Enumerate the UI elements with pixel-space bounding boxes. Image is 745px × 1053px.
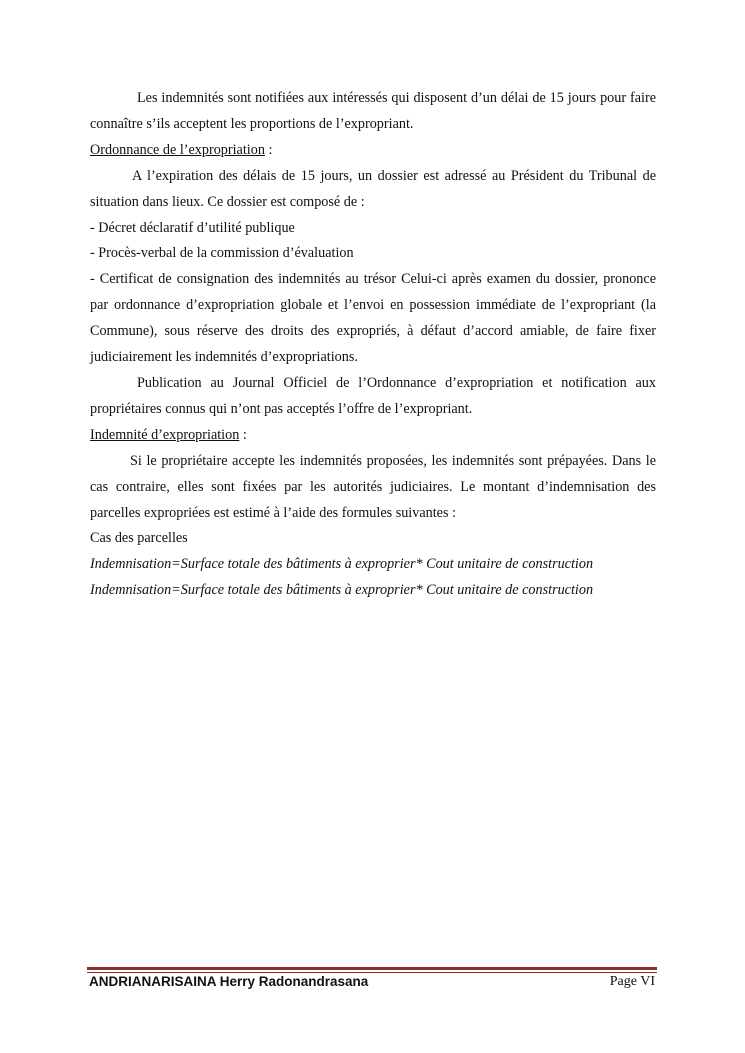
paragraph-dossier: A l’expiration des délais de 15 jours, un dossier est adressé au Président du Tribunal de situation dans lieux. Ce dossier est composé de : <box>90 167 656 210</box>
heading-ordonnance <box>90 138 656 164</box>
paragraph-indemnisation: Si le propriétaire accepte les indemnités proposées, les indemnités sont prépayées. Dans le cas contraire, elles sont fixées par les autorités judiciaires. Le montant d’indemnisation des parcelles expropriées est estimé à l’aide des formules suivantes : <box>90 452 656 521</box>
list-item-decret: - Décret déclaratif d’utilité publique <box>90 219 295 236</box>
document-body <box>90 86 656 604</box>
heading-indemnite-text: Indemnité d’expropriation <box>90 426 240 443</box>
paragraph-notification: Les indemnités sont notifiées aux intéressés qui disposent d’un délai de 15 jours pour faire connaître s’ils acceptent les proportions de l’expropriant. <box>90 90 656 132</box>
footer-author: ANDRIANARISAINA Herry Radonandrasana <box>89 974 369 989</box>
heading-indemnite-colon: : <box>239 426 247 443</box>
list-item-certificat: - Certificat de consignation des indemnités au trésor Celui-ci après examen du dossier, prononce par ordonnance d’expropriation globale et l’envoi en possession immédiate de l’expropriant (la Commune), sous réserve des droits des expropriés, à défaut d’accord amiable, de faire fixer judiciairement les indemnités d’expropriations. <box>90 271 656 366</box>
heading-ordonnance-text: Ordonnance de l’expropriation <box>90 141 265 158</box>
footer-page-number: Page VI <box>609 974 655 989</box>
paragraph-cas-parcelles: Cas des parcelles <box>90 530 188 547</box>
heading-indemnite <box>90 423 656 449</box>
footer-divider-thick <box>87 967 657 970</box>
heading-ordonnance-colon: : <box>264 141 273 158</box>
formula-2: Indemnisation=Surface totale des bâtiments à exproprier* Cout unitaire de construction <box>90 582 594 599</box>
formula-1: Indemnisation=Surface totale des bâtiments à exproprier* Cout unitaire de construction <box>90 556 594 573</box>
footer-divider-thin <box>87 972 657 973</box>
list-item-proces-verbal: - Procès-verbal de la commission d’évaluation <box>90 245 354 262</box>
paragraph-publication: Publication au Journal Officiel de l’Ordonnance d’expropriation et notification aux propriétaires connus qui n’ont pas acceptés l’offre de l’expropriant. <box>90 374 656 417</box>
